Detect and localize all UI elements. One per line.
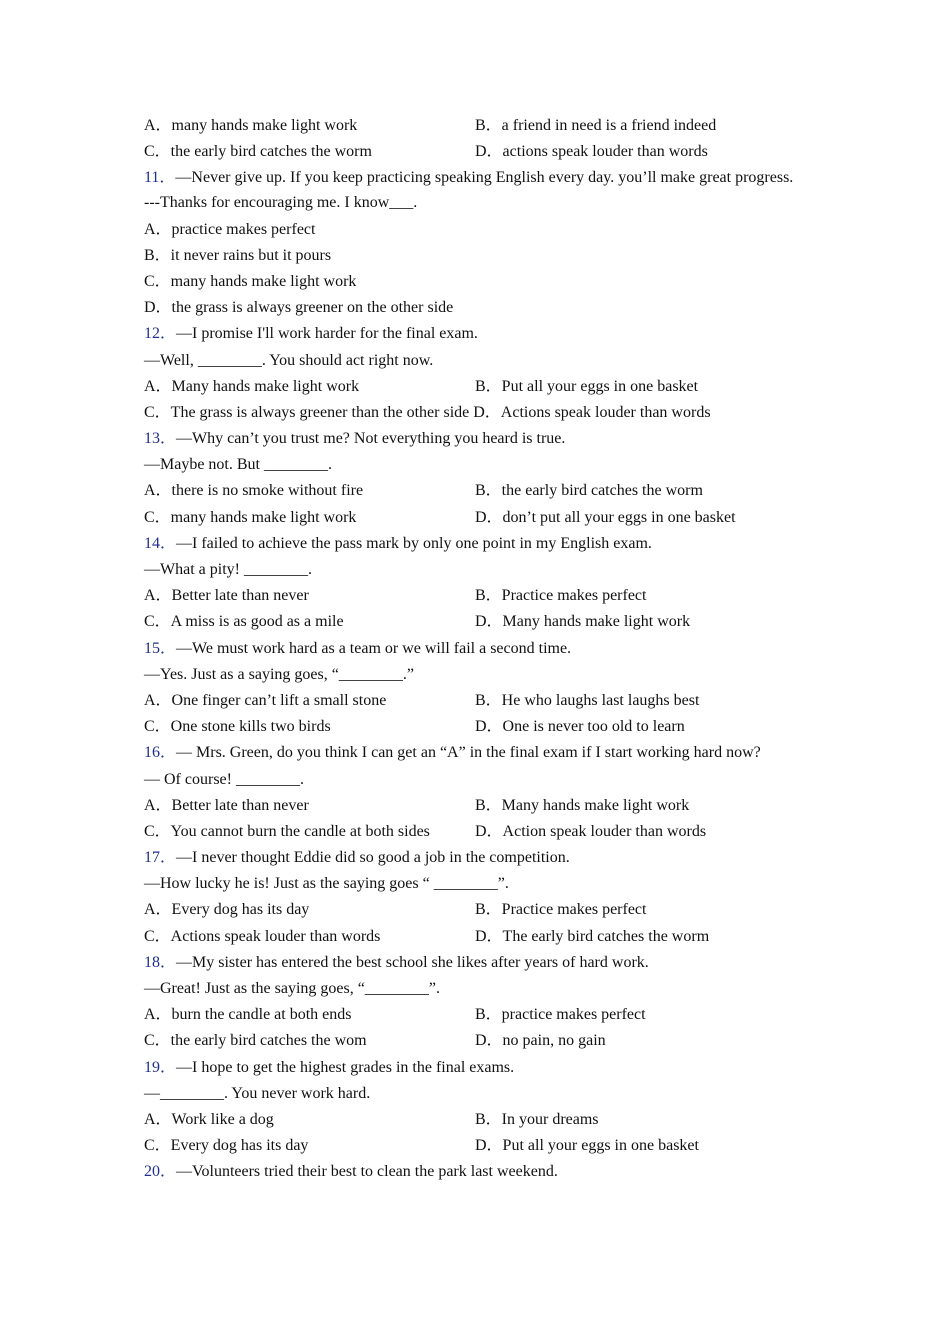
reply-text: —Great! Just as the saying goes, “________”.: [144, 980, 440, 997]
options-row: [144, 113, 824, 139]
options-row: [144, 1002, 824, 1028]
option-b: B．He who laughs last laughs best: [475, 691, 700, 709]
option-d: D．no pain, no gain: [475, 1032, 606, 1050]
option-b: B．a friend in need is a friend indeed: [475, 117, 717, 134]
worksheet-page: [144, 113, 824, 1186]
option-d: D．the grass is always greener on the other side: [144, 299, 454, 317]
options-row: [144, 374, 824, 400]
options-row: [144, 139, 824, 165]
option-d: D．Put all your eggs in one basket: [475, 1137, 699, 1155]
question-text: —I failed to achieve the pass mark by only one point in my English exam.: [176, 534, 652, 552]
options-row: [144, 1107, 824, 1133]
option-b: B．the early bird catches the worm: [475, 482, 703, 500]
options-row: [144, 819, 824, 845]
option-c: C．You cannot burn the candle at both sides: [144, 822, 430, 840]
question-text: —Why can’t you trust me? Not everything you heard is true.: [176, 430, 566, 448]
options-row: [144, 478, 824, 504]
question-14: [144, 531, 824, 557]
option-a: A．Better late than never: [144, 587, 309, 605]
option-c: C．many hands make light work: [144, 272, 357, 290]
options-row: [144, 583, 824, 609]
options-row: [144, 609, 824, 635]
question-11: [144, 165, 824, 190]
option-d: D．Action speak louder than words: [475, 822, 707, 840]
question-15: [144, 636, 824, 662]
question-number: 17．: [144, 849, 177, 867]
option-c: C．the early bird catches the wom: [144, 1032, 367, 1050]
reply-text: —________. You never work hard.: [144, 1084, 371, 1102]
option-c: C．A miss is as good as a mile: [144, 613, 344, 631]
question-text: —We must work hard as a team or we will fail a second time.: [176, 639, 572, 657]
question-number: 15．: [144, 639, 177, 657]
option-a: A．Every dog has its day: [144, 901, 310, 919]
option-a: A．there is no smoke without fire: [144, 482, 364, 500]
options-row: [144, 505, 824, 531]
reply-text: ---Thanks for encouraging me. I know___.: [144, 194, 418, 212]
question-text: —My sister has entered the best school she likes after years of hard work.: [176, 953, 649, 971]
question-number: 14．: [144, 534, 177, 552]
option-b: B．In your dreams: [475, 1110, 599, 1128]
options-row: [144, 688, 824, 714]
option-d: D．The early bird catches the worm: [475, 927, 710, 945]
option-d: D．Many hands make light work: [475, 613, 691, 631]
options-row: [144, 400, 824, 426]
option-b: B．practice makes perfect: [475, 1006, 646, 1024]
option-a: A．Many hands make light work: [144, 377, 360, 395]
option-a: A．many hands make light work: [144, 117, 358, 134]
question-number: 18．: [144, 953, 177, 971]
option-a: A．burn the candle at both ends: [144, 1006, 352, 1024]
option-c: C．Actions speak louder than words: [144, 927, 381, 945]
question-text: —I promise I'll work harder for the final exam.: [176, 325, 478, 343]
option-c: C．the early bird catches the worm: [144, 143, 372, 161]
question-number: 12．: [144, 325, 177, 343]
reply-text: —Maybe not. But ________.: [144, 456, 332, 474]
option-c: C．many hands make light work: [144, 508, 357, 526]
option-a: A．Better late than never: [144, 796, 309, 814]
question-13: [144, 426, 824, 452]
reply-text: —Yes. Just as a saying goes, “________.”: [144, 665, 414, 683]
question-number: 16．: [144, 744, 177, 762]
option-a: A．practice makes perfect: [144, 220, 316, 238]
reply-text: —How lucky he is! Just as the saying goes “ ________”.: [144, 875, 509, 893]
option-b: B．Many hands make light work: [475, 796, 690, 814]
option-a: A．Work like a dog: [144, 1110, 274, 1128]
option-c: C．One stone kills two birds: [144, 718, 331, 736]
option-d: D．One is never too old to learn: [475, 718, 685, 736]
question-text: —I hope to get the highest grades in the final exams.: [176, 1058, 515, 1076]
option-d: D．don’t put all your eggs in one basket: [475, 508, 736, 526]
question-text: — Mrs. Green, do you think I can get an “A” in the final exam if I start working hard now?: [176, 744, 761, 762]
option-b: B．it never rains but it pours: [144, 246, 332, 264]
question-number: 13．: [144, 430, 177, 448]
question-text: —Volunteers tried their best to clean the park last weekend.: [176, 1163, 558, 1181]
option-c: C．Every dog has its day: [144, 1137, 309, 1155]
question-16: [144, 740, 824, 766]
reply-text: —What a pity! ________.: [144, 561, 312, 578]
options-row: [144, 1133, 824, 1159]
question-17: [144, 845, 824, 871]
question-number: 11．: [144, 169, 176, 187]
question-18: [144, 950, 824, 976]
option-b: B．Practice makes perfect: [475, 587, 647, 605]
options-row: [144, 714, 824, 740]
option-d: D．actions speak louder than words: [475, 143, 708, 161]
question-text: —Never give up. If you keep practicing speaking English every day. you’ll make great progress.: [175, 169, 794, 187]
question-number: 19．: [144, 1058, 177, 1076]
question-19: [144, 1055, 824, 1081]
options-row: [144, 793, 824, 819]
options-row: [144, 1028, 824, 1054]
option-c: C．The grass is always greener than the other side: [144, 403, 470, 421]
options-row: [144, 924, 824, 950]
option-b: B．Put all your eggs in one basket: [475, 377, 699, 395]
option-a: A．One finger can’t lift a small stone: [144, 691, 387, 709]
question-12: [144, 321, 824, 347]
options-row: [144, 897, 824, 923]
question-text: —I never thought Eddie did so good a job in the competition.: [176, 849, 570, 867]
reply-text: — Of course! ________.: [144, 770, 304, 788]
question-number: 20．: [144, 1163, 177, 1181]
reply-text: —Well, ________. You should act right now.: [144, 351, 434, 369]
option-d: D．Actions speak louder than words: [473, 403, 711, 421]
option-b: B．Practice makes perfect: [475, 901, 647, 919]
question-20: [144, 1159, 824, 1185]
